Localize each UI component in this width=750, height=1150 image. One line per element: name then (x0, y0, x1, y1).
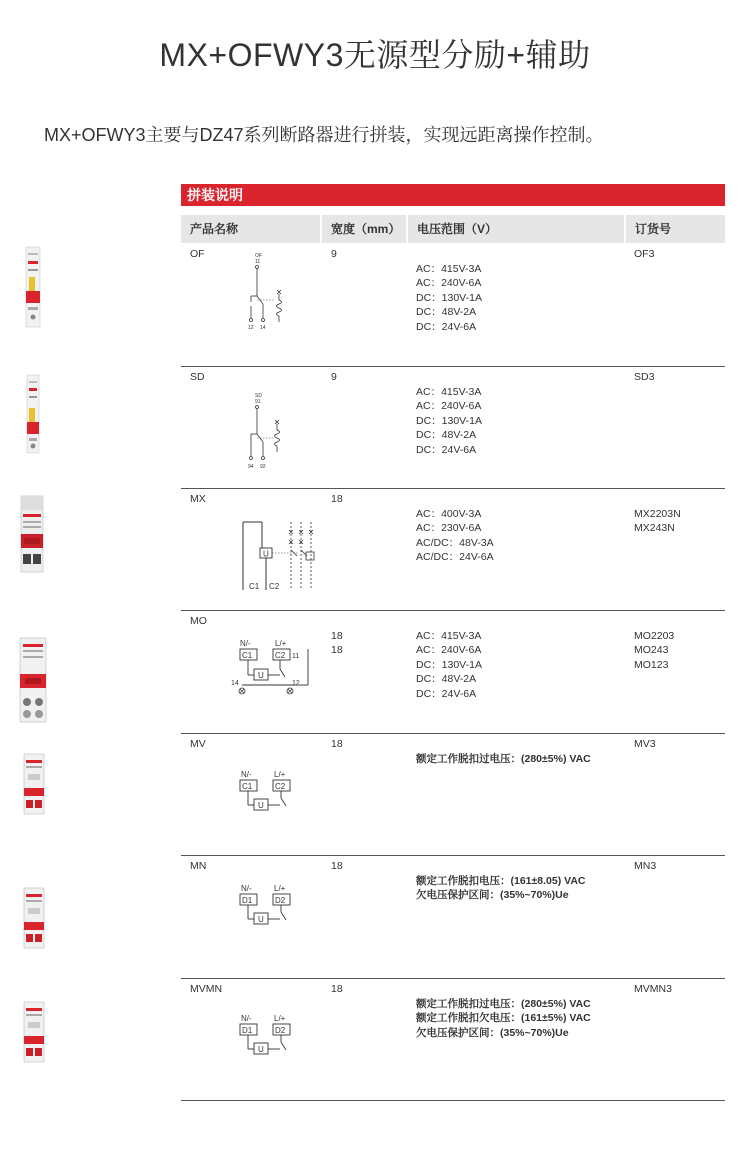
diagram-label: U (258, 801, 264, 810)
header-order-no: 订货号 (626, 215, 725, 243)
voltage-range: AC：415V-3A AC：240V-6A DC：130V-1A DC：48V-2A DC：24V-6A (416, 629, 482, 700)
mo-product-image (19, 636, 47, 724)
mvmn-diagram (236, 1012, 306, 1060)
mn-diagram (236, 882, 306, 930)
product-width: 9 (331, 248, 337, 260)
of-product-image (24, 243, 42, 329)
diagram-label: C2 (275, 782, 286, 791)
diagram-label: U (258, 1045, 264, 1054)
mv-product-image (22, 752, 46, 816)
mx-product-image (20, 494, 44, 574)
diagram-label: OF (255, 253, 262, 259)
diagram-label: C2 (275, 651, 286, 660)
diagram-label: 91 (255, 399, 261, 405)
sd-contact-diagram (243, 390, 293, 472)
mv-diagram (236, 768, 306, 816)
diagram-label: 12 (248, 325, 254, 331)
order-number: MN3 (634, 860, 657, 872)
diagram-label: 14 (231, 680, 239, 687)
mx-shunt-diagram (238, 518, 318, 594)
diagram-label: C1 (242, 651, 253, 660)
mo-diagram (228, 637, 318, 699)
diagram-label: L/+ (275, 639, 287, 648)
diagram-label: 11 (292, 653, 300, 660)
order-number: MVMN3 (634, 983, 672, 995)
diagram-label: C1 (242, 782, 253, 791)
product-name: OF (190, 248, 205, 260)
diagram-label: L/+ (274, 884, 286, 893)
product-name: MN (190, 860, 207, 872)
diagram-label: C1 (249, 582, 260, 591)
product-name: SD (190, 371, 205, 383)
diagram-label: N/- (241, 884, 252, 893)
product-width: 18 18 (331, 629, 343, 656)
diagram-label: U (263, 549, 269, 559)
mvmn-product-image (22, 1000, 46, 1064)
header-product-name: 产品名称 (181, 215, 320, 243)
diagram-label: SD (255, 393, 262, 399)
diagram-label: U (258, 915, 264, 924)
of-contact-diagram (240, 250, 300, 338)
diagram-label: D1 (242, 1026, 253, 1035)
mn-product-image (22, 886, 46, 950)
diagram-label: L/+ (274, 1014, 286, 1023)
order-number: MX2203N MX243N (634, 507, 681, 534)
diagram-label: N/- (240, 639, 251, 648)
product-width: 18 (331, 493, 343, 505)
diagram-label: D1 (242, 896, 253, 905)
diagram-label: D2 (275, 896, 286, 905)
order-number: SD3 (634, 371, 655, 383)
voltage-range: AC：415V-3A AC：240V-6A DC：130V-1A DC：48V-2A DC：24V-6A (416, 262, 482, 333)
row-divider (181, 1100, 725, 1101)
diagram-label: N/- (241, 1014, 252, 1023)
diagram-label: D2 (275, 1026, 286, 1035)
diagram-label: 94 (248, 464, 254, 470)
voltage-range: AC：415V-3A AC：240V-6A DC：130V-1A DC：48V-2A DC：24V-6A (416, 385, 482, 456)
product-width: 9 (331, 371, 337, 383)
voltage-range: 额定工作脱扣过电压：(280±5%) VAC 额定工作脱扣欠电压：(161±5%) VAC 欠电压保护区间：(35%~70%)Ue (416, 997, 591, 1039)
voltage-range: AC：400V-3A AC：230V-6A AC/DC：48V-3A AC/DC：24V-6A (416, 507, 494, 563)
diagram-label: N/- (241, 770, 252, 779)
diagram-label: C2 (269, 582, 280, 591)
diagram-label: 11 (255, 259, 261, 265)
diagram-label: 92 (260, 464, 266, 470)
intro-text: MX+OFWY3主要与DZ47系列断路器进行拼装，实现远距离操作控制。 (44, 125, 604, 145)
product-name: MO (190, 615, 207, 627)
page-title: MX+OFWY3无源型分励+辅助 (159, 37, 591, 73)
section-banner: 拼装说明 (181, 184, 725, 206)
order-number: MO2203 MO243 MO123 (634, 629, 675, 671)
diagram-label: 14 (260, 325, 266, 331)
diagram-label: L/+ (274, 770, 286, 779)
sd-product-image (25, 372, 41, 456)
order-number: MV3 (634, 738, 656, 750)
product-width: 18 (331, 738, 343, 750)
order-number: OF3 (634, 248, 655, 260)
product-width: 18 (331, 860, 343, 872)
product-width: 18 (331, 983, 343, 995)
product-name: MVMN (190, 983, 223, 995)
header-width: 宽度（mm） (322, 215, 406, 243)
product-name: MV (190, 738, 206, 750)
diagram-label: U (258, 671, 264, 680)
header-voltage: 电压范围（V） (408, 215, 624, 243)
voltage-range: 额定工作脱扣电压：(161±8.05) VAC 欠电压保护区间：(35%~70%)Ue (416, 874, 586, 901)
product-name: MX (190, 493, 206, 505)
diagram-label: 12 (292, 680, 300, 687)
voltage-range: 额定工作脱扣过电压：(280±5%) VAC (416, 752, 591, 765)
